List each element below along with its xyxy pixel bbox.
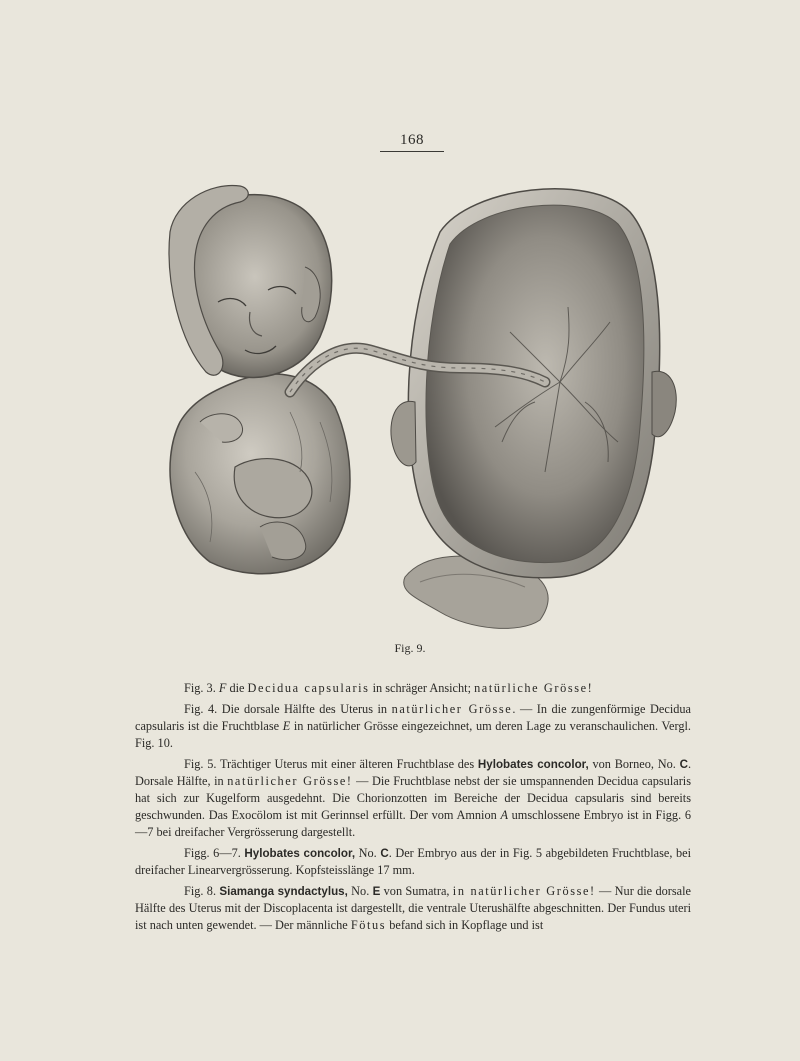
text-run: Fig. 3. bbox=[184, 681, 219, 695]
text-run: . Der Embryo aus der in Fig. 5 abgebildeten Fruchtblase, bei dreifacher Linearvergrösserung. Kopfsteisslänge 17 mm. bbox=[135, 846, 691, 877]
text-run: F bbox=[218, 681, 227, 695]
text-run: umschlossene Embryo ist in Figg. 6—7 bei dreifacher Vergrösserung dargestellt. bbox=[135, 808, 691, 839]
text-run: die bbox=[226, 681, 248, 695]
text-run: No. bbox=[355, 846, 381, 860]
paragraph-fig6-7 bbox=[135, 845, 691, 879]
paragraph-fig3 bbox=[135, 680, 691, 697]
text-run: von Borneo, No. bbox=[588, 757, 680, 771]
text-run: von Sumatra, bbox=[380, 884, 453, 898]
uterus-half bbox=[391, 189, 676, 578]
text-run: befand sich in Kopflage und ist bbox=[386, 918, 544, 932]
text-run: C bbox=[380, 847, 389, 860]
text-run: natürlicher Grösse! bbox=[227, 774, 353, 788]
text-run: — Die Fruchtblase nebst der sie umspannenden Decidua capsularis hat sich zur Kugelform ausgedehnt. Die Chorionzotten im Bereiche der Decidua capsularis sind bereits geschwunden. Das Exocölom ist mit Gerinnsel erfüllt. Der vom Amnion bbox=[135, 774, 692, 822]
paragraph-fig4 bbox=[135, 701, 691, 752]
figure-caption: Fig. 9. bbox=[394, 641, 426, 655]
text-run: Hylobates concolor, bbox=[244, 847, 356, 860]
text-run: Fig. 4. Die dorsale Hälfte des Uterus in bbox=[184, 702, 392, 716]
text-run: E bbox=[282, 719, 291, 733]
text-run: Siamanga syndactylus, bbox=[219, 885, 348, 898]
text-run: — Nur die dorsale Hälfte des Uterus mit der Discoplacenta ist dargestellt, die ventrale Uterushälfte abgeschnitten. Der Fundus uteri ist nach unten gewendet. — Der männliche bbox=[135, 884, 691, 932]
text-run: Decidua capsularis bbox=[247, 681, 370, 695]
paragraph-fig5 bbox=[135, 756, 691, 841]
caption-text-body bbox=[135, 680, 691, 934]
text-run: natürlicher Grösse bbox=[391, 702, 513, 716]
text-run: C bbox=[679, 758, 688, 771]
page-number: 168 bbox=[400, 132, 424, 148]
text-run: Figg. 6—7. bbox=[184, 846, 245, 860]
text-run: . — In die zungenförmige Decidua capsularis ist die Fruchtblase bbox=[135, 702, 691, 733]
paragraph-fig8 bbox=[135, 883, 691, 934]
text-run: A bbox=[500, 808, 508, 822]
fetus bbox=[169, 185, 350, 573]
text-run: in schräger Ansicht; bbox=[369, 681, 475, 695]
text-run: Fig. 8. bbox=[184, 884, 220, 898]
text-run: Fötus bbox=[350, 918, 387, 932]
fig9-illustration bbox=[140, 172, 700, 642]
text-run: E bbox=[372, 885, 381, 898]
text-run: Hylobates concolor, bbox=[477, 758, 589, 771]
text-run: Fig. 5. Trächtiger Uterus mit einer älteren Fruchtblase des bbox=[184, 757, 478, 771]
page-number-rule bbox=[380, 151, 444, 152]
text-run: No. bbox=[347, 884, 373, 898]
text-run: in natürlicher Grösse! bbox=[452, 884, 596, 898]
text-run: in natürlicher Grösse eingezeichnet, um deren Lage zu veranschaulichen. Vergl. Fig. 10. bbox=[135, 719, 691, 750]
text-run: . Dorsale Hälfte, in bbox=[135, 757, 692, 788]
text-run: natürliche Grösse! bbox=[474, 681, 594, 695]
